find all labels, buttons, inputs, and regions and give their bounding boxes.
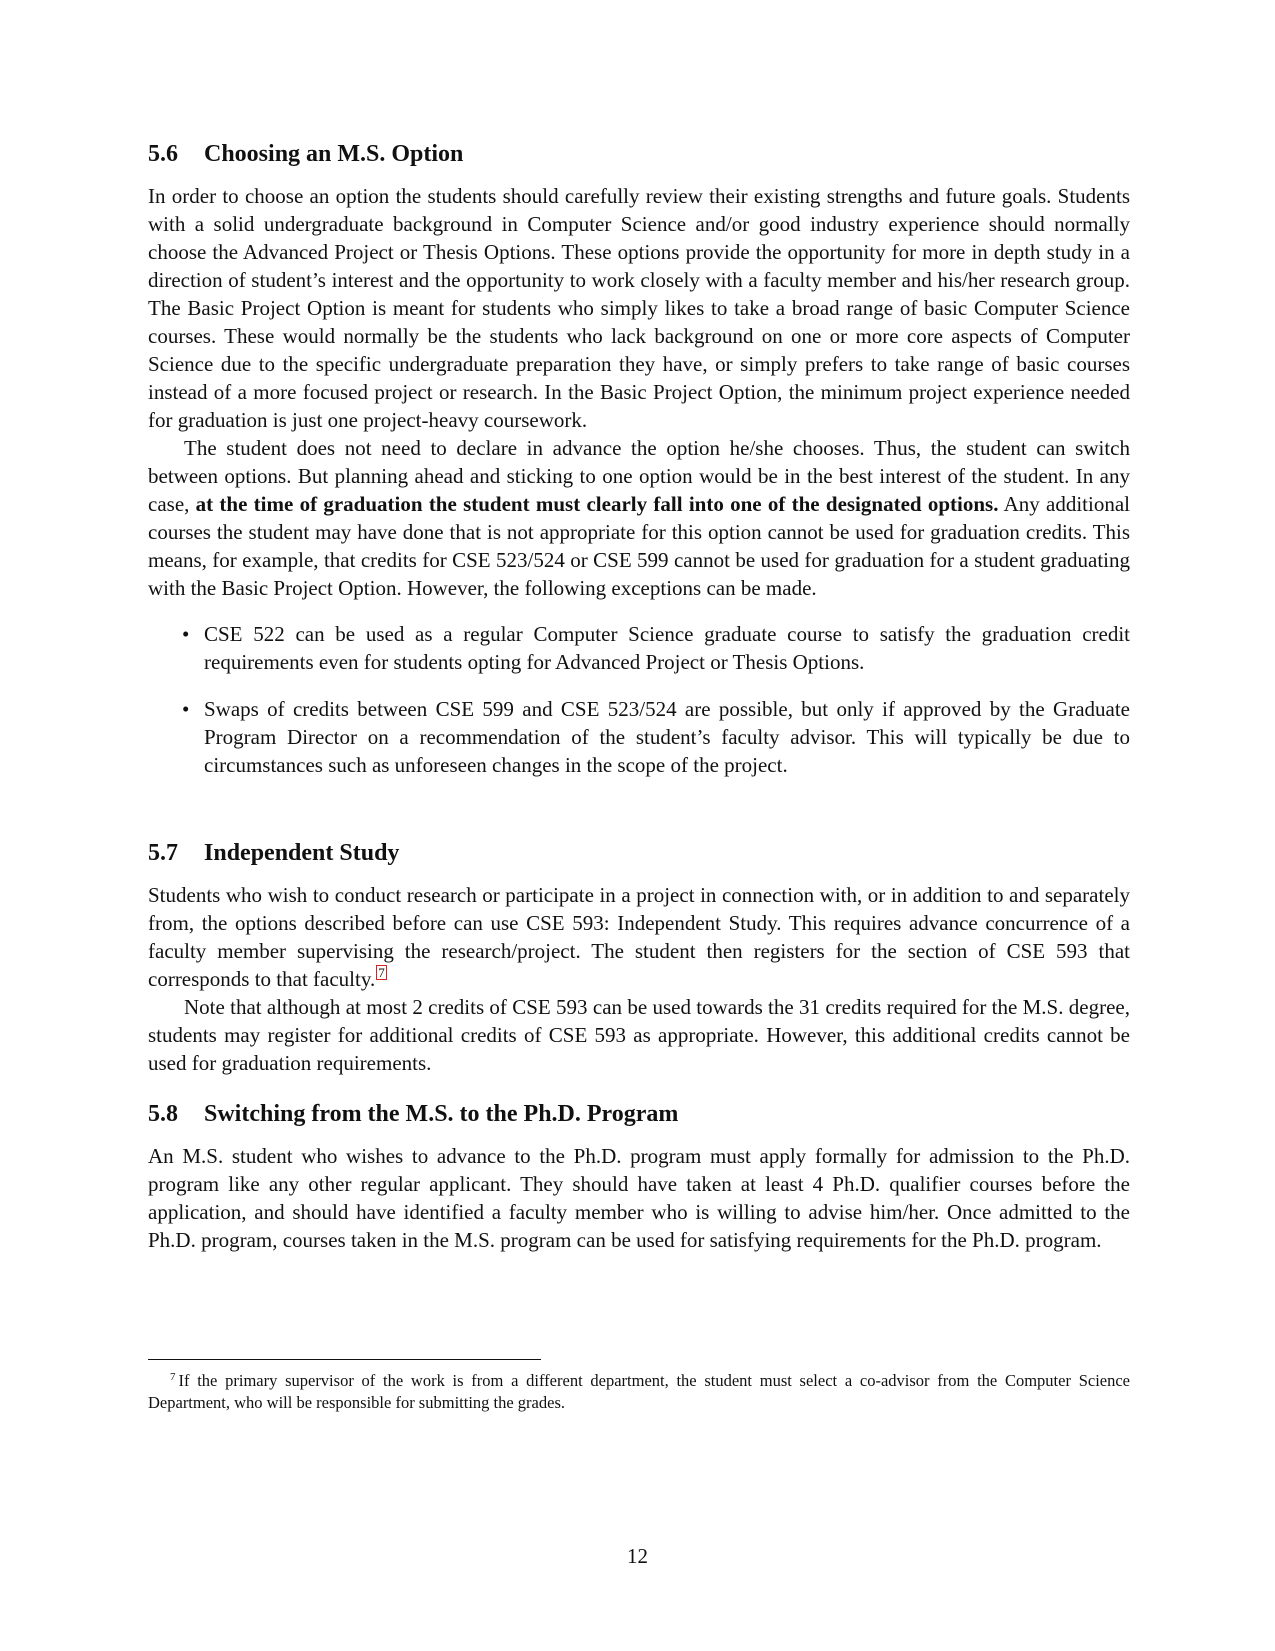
section-title: Choosing an M.S. Option — [204, 141, 464, 167]
footnote-link[interactable]: 7 — [378, 965, 385, 980]
paragraph — [148, 434, 1130, 602]
bullet-icon: • — [182, 697, 190, 721]
list-item — [148, 695, 1130, 779]
paragraph: In order to choose an option the students should carefully review their existing strengths and future goals. Students with a solid undergraduate background in Computer Science and/or good industry experience should normally choose the Advanced Project or Thesis Options. These options provide the opportunity for more in depth study in a direction of student’s interest and the opportunity to work closely with a faculty member and his/her research group. The Basic Project Option is meant for students who simply likes to take a broad range of basic Computer Science courses. These would normally be the students who lack background on one or more core aspects of Computer Science due to the specific undergraduate preparation they have, or simply prefers to take range of basic courses instead of a more focused project or research. In the Basic Project Option, the minimum project experience needed for graduation is just one project-heavy coursework. — [148, 184, 1130, 432]
section-5-8 — [148, 1099, 1130, 1254]
list-item — [148, 620, 1130, 676]
section-heading — [148, 139, 1130, 169]
paragraph — [148, 881, 1130, 993]
bullet-icon: • — [182, 622, 190, 646]
paragraph: An M.S. student who wishes to advance to the Ph.D. program must apply formally for admission to the Ph.D. program like any other regular applicant. They should have taken at least 4 Ph.D. qualifier courses before the application, and should have identified a faculty member who is willing to advise him/her. Once admitted to the Ph.D. program, courses taken in the M.S. program can be used for satisfying requirements for the Ph.D. program. — [148, 1144, 1130, 1252]
section-5-6 — [148, 139, 1130, 798]
section-title: Independent Study — [204, 840, 400, 866]
section-5-7 — [148, 838, 1130, 1077]
list-item-text: CSE 522 can be used as a regular Computer Science graduate course to satisfy the graduation credit requirements even for students opting for Advanced Project or Thesis Options. — [204, 622, 1130, 674]
page-number: 12 — [627, 1544, 648, 1568]
footnote-text: If the primary supervisor of the work is from a different department, the student must select a co-advisor from the Computer Science Department, who will be responsible for submitting the grades. — [148, 1371, 1130, 1412]
section-title: Switching from the M.S. to the Ph.D. Program — [204, 1101, 679, 1127]
section-number: 5.7 — [148, 840, 178, 866]
paragraph-text: Any additional courses the student may have done that is not appropriate for this option cannot be used for graduation credits. This means, for example, that credits for CSE 523/524 or CSE 599 cannot be used for graduation for a student graduating with the Basic Project Option. However, the following exceptions can be made. — [148, 492, 1130, 600]
section-heading — [148, 1099, 1130, 1129]
emphasis-text: at the time of graduation the student must clearly fall into one of the designated options. — [195, 492, 999, 516]
list-item-text: Swaps of credits between CSE 599 and CSE 523/524 are possible, but only if approved by the Graduate Program Director on a recommendation of the student’s faculty advisor. This will typically be due to circumstances such as unforeseen changes in the scope of the project. — [204, 697, 1130, 777]
section-heading — [148, 838, 1130, 868]
paragraph: Note that although at most 2 credits of CSE 593 can be used towards the 31 credits required for the M.S. degree, students may register for additional credits of CSE 593 as appropriate. However, this additional credits cannot be used for graduation requirements. — [148, 995, 1130, 1075]
paragraph-text: The student does not need to declare in advance the option he/she chooses. Thus, the student can switch between options. But planning ahead and sticking to one option would be in the best interest of the student. In any case, — [148, 436, 1130, 516]
footnote-mark: 7 — [170, 1371, 176, 1383]
section-number: 5.8 — [148, 1101, 178, 1127]
section-number: 5.6 — [148, 141, 178, 167]
paragraph-text: Students who wish to conduct research or participate in a project in connection with, or in addition to and separately from, the options described before can use CSE 593: Independent Study. This requires advance concurrence of a faculty member supervising the research/project. The student then registers for the section of CSE 593 that corresponds to that faculty. — [148, 883, 1130, 991]
footnote — [148, 1366, 1130, 1414]
exceptions-list — [148, 620, 1130, 779]
footnote-rule — [148, 1359, 541, 1360]
